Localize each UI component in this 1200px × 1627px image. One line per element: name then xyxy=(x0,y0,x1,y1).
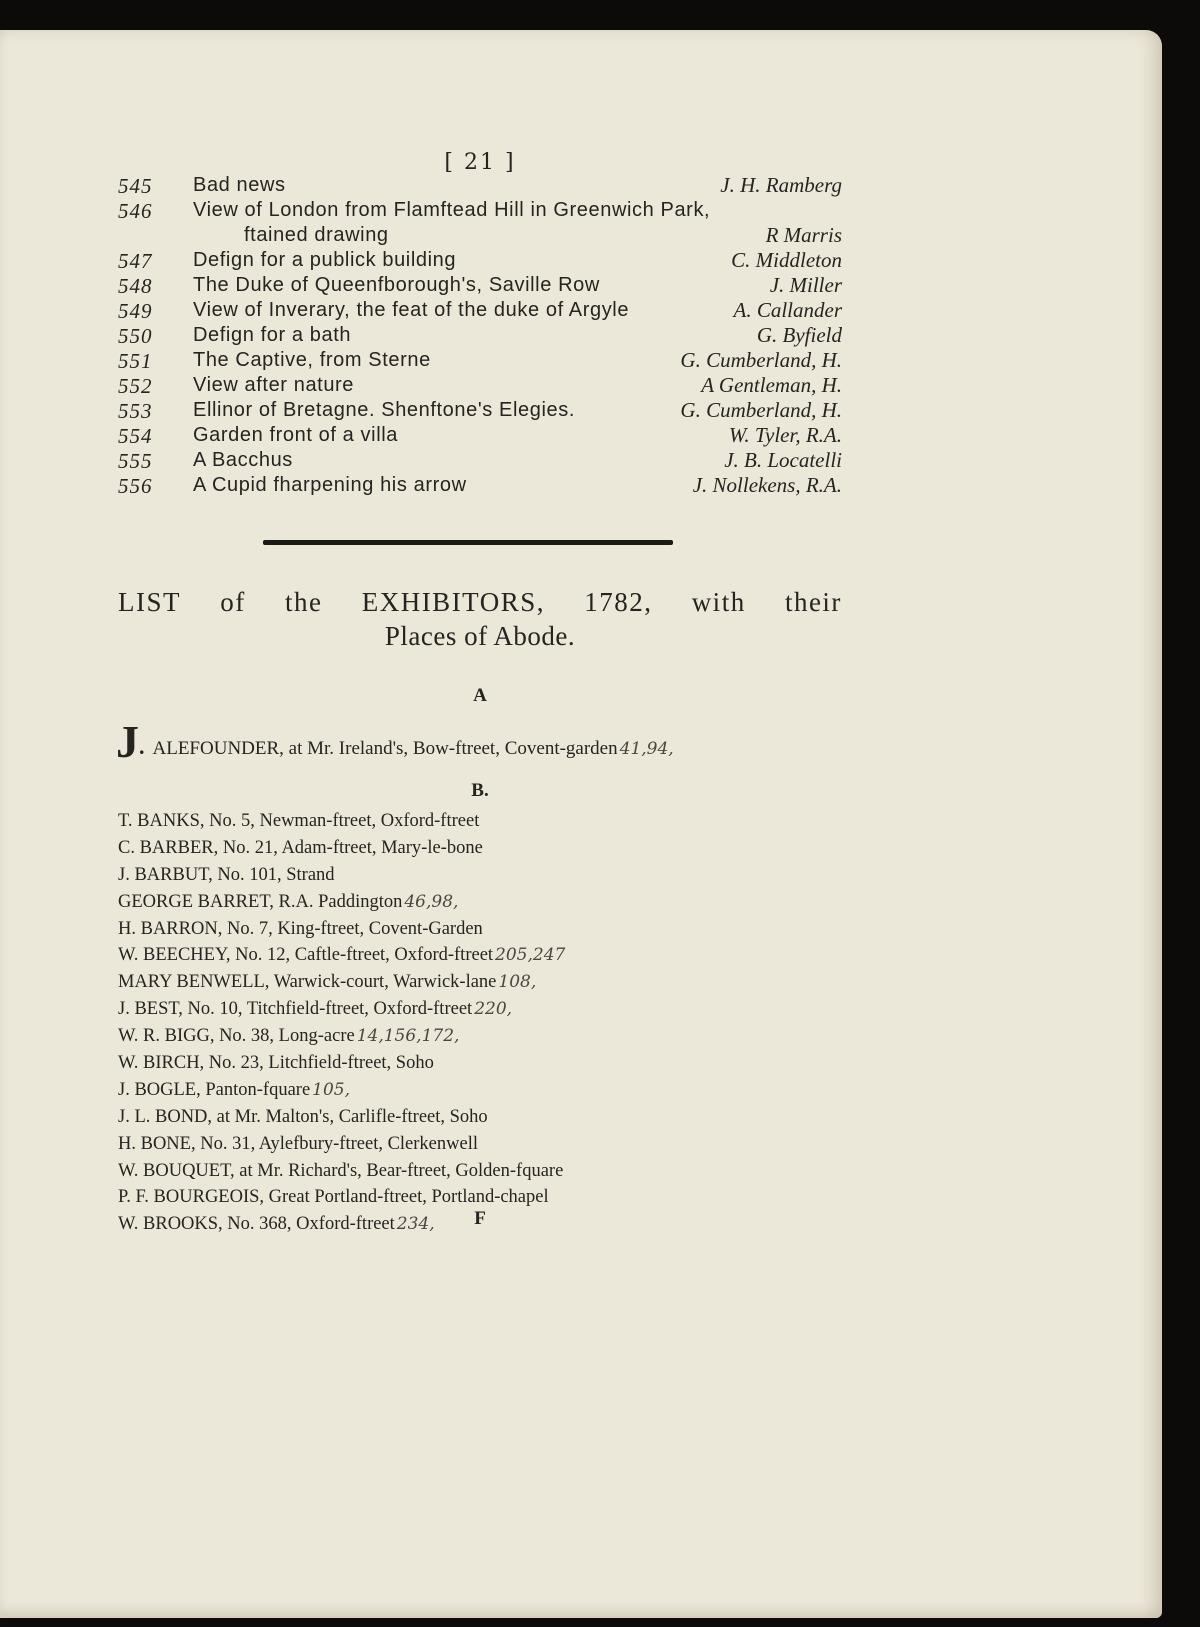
artist-name: G. Byfield xyxy=(756,323,842,347)
handwritten-annotation: 105, xyxy=(312,1079,351,1100)
heading-word: their xyxy=(784,587,842,617)
artwork-title: Defign for a bath xyxy=(193,324,352,346)
exhibitor-entry xyxy=(118,862,818,889)
handwritten-annotation: 108, xyxy=(498,972,537,993)
catalogue-number: 550 xyxy=(118,324,153,348)
exhibitor-entry xyxy=(118,1131,818,1158)
exhibitor-text: GEORGE BARRET, R.A. Paddington xyxy=(118,891,403,912)
artwork-title: ftained drawing xyxy=(244,224,389,246)
exhibitor-text: W. BIRCH, No. 23, Litchfield-ftreet, Soho xyxy=(118,1053,434,1074)
artwork-title: The Captive, from Sterne xyxy=(193,349,431,371)
artist-name: J. B. Locatelli xyxy=(724,448,842,472)
exhibitor-text: P. F. BOURGEOIS, Great Portland-ftreet, Portland-chapel xyxy=(118,1187,549,1208)
exhibitor-entry xyxy=(118,808,818,835)
catalogue-number: 551 xyxy=(118,349,153,373)
exhibitor-entry xyxy=(118,969,818,996)
exhibitor-text: J. BOGLE, Panton-fquare xyxy=(118,1079,311,1100)
catalogue-entry xyxy=(118,348,842,373)
section-divider-rule xyxy=(263,540,673,545)
exhibitor-text: H. BONE, No. 31, Aylefbury-ftreet, Clerkenwell xyxy=(118,1133,478,1154)
artist-name: G. Cumberland, H. xyxy=(680,398,842,422)
catalogue-entry xyxy=(118,298,842,323)
section-letter-a: A xyxy=(473,685,487,706)
artist-name: J. Nollekens, R.A. xyxy=(692,473,842,497)
artwork-title: View of London from Flamftead Hill in Greenwich Park, xyxy=(193,199,711,221)
catalogue-entry xyxy=(118,423,842,448)
artist-name: J. H. Ramberg xyxy=(720,173,842,197)
exhibitor-text: MARY BENWELL, Warwick-court, Warwick-lane xyxy=(118,972,497,993)
exhibitor-text: J. BARBUT, No. 101, Strand xyxy=(118,864,335,885)
exhibitor-entry xyxy=(118,916,818,943)
handwritten-annotation: 220, xyxy=(474,999,513,1020)
artist-name: R Marris xyxy=(765,223,842,247)
exhibitor-entry xyxy=(118,1104,818,1131)
exhibitor-entry xyxy=(118,1050,818,1077)
exhibitor-entry xyxy=(118,1023,818,1050)
catalogue-number: 546 xyxy=(118,199,153,223)
handwritten-annotation: 234, xyxy=(396,1214,435,1235)
exhibitor-list-b xyxy=(118,808,818,1238)
artist-name: J. Miller xyxy=(769,273,842,297)
exhibitor-text: ALEFOUNDER, at Mr. Ireland's, Bow-ftreet, Covent-garden xyxy=(152,738,618,759)
catalogue-number: 548 xyxy=(118,274,153,298)
catalogue-number: 554 xyxy=(118,424,153,448)
catalogue-entry xyxy=(118,448,842,473)
exhibitor-text: W. BROOKS, No. 368, Oxford-ftreet xyxy=(118,1214,395,1235)
exhibitor-entry xyxy=(118,942,818,969)
exhibitor-text: W. R. BIGG, No. 38, Long-acre xyxy=(118,1026,355,1047)
catalogue-number: 555 xyxy=(118,449,153,473)
exhibitor-entry-alefounder xyxy=(116,715,674,768)
page-header: [ 21 ] xyxy=(444,150,516,175)
heading-word: EXHIBITORS, xyxy=(361,587,545,617)
initial-dot: . xyxy=(139,734,145,759)
catalogue-entry xyxy=(118,373,842,398)
catalogue-entry xyxy=(118,223,842,248)
decorated-initial: J xyxy=(116,716,139,767)
artwork-title: A Cupid fharpening his arrow xyxy=(193,474,467,496)
exhibitor-entry xyxy=(118,996,818,1023)
heading-word: LIST xyxy=(118,587,181,617)
artwork-title: Ellinor of Bretagne. Shenftone's Elegies. xyxy=(193,399,575,421)
catalogue-entry xyxy=(118,398,842,423)
artist-name: G. Cumberland, H. xyxy=(680,348,842,372)
handwritten-annotation: 14,156,172, xyxy=(356,1026,460,1047)
heading-word: 1782, xyxy=(584,587,653,617)
artwork-title: Defign for a publick building xyxy=(193,249,457,271)
exhibitor-entry xyxy=(118,1158,818,1185)
heading-word: with xyxy=(691,587,746,617)
catalogue-entry xyxy=(118,173,842,198)
catalogue-entry xyxy=(118,198,842,223)
artwork-title: View of Inverary, the feat of the duke of Argyle xyxy=(193,299,630,321)
catalogue-entry xyxy=(118,273,842,298)
artwork-title: The Duke of Queenfborough's, Saville Row xyxy=(193,274,600,296)
section-letter-b: B. xyxy=(471,780,489,801)
catalogue-number: 553 xyxy=(118,399,153,423)
handwritten-annotation: 46,98, xyxy=(404,891,459,912)
exhibitor-entry xyxy=(118,835,818,862)
artwork-title: Garden front of a villa xyxy=(193,424,399,446)
book-page xyxy=(0,30,1162,1618)
heading-word: the xyxy=(284,587,323,617)
catalogue-number: 545 xyxy=(118,174,153,198)
handwritten-annotation: 205,247 xyxy=(495,945,566,966)
exhibitor-text: C. BARBER, No. 21, Adam-ftreet, Mary-le-bone xyxy=(118,837,483,858)
catalogue-entry xyxy=(118,473,842,498)
artist-name: C. Middleton xyxy=(731,248,842,272)
exhibitor-text: W. BEECHEY, No. 12, Caftle-ftreet, Oxford-ftreet xyxy=(118,945,494,966)
handwritten-annotation: 41,94, xyxy=(619,739,674,759)
heading-word: of xyxy=(220,587,246,617)
exhibitor-text: J. BEST, No. 10, Titchfield-ftreet, Oxford-ftreet xyxy=(118,999,473,1020)
catalogue-entry xyxy=(118,248,842,273)
catalogue-number: 549 xyxy=(118,299,153,323)
catalogue-number: 552 xyxy=(118,374,153,398)
list-heading-line-1 xyxy=(118,585,842,619)
catalogue-entry xyxy=(118,323,842,348)
artist-name: A. Callander xyxy=(733,298,842,322)
artist-name: A Gentleman, H. xyxy=(701,373,842,397)
exhibitor-text: H. BARRON, No. 7, King-ftreet, Covent-Garden xyxy=(118,918,483,939)
catalogue-number: 556 xyxy=(118,474,153,498)
exhibitor-entry xyxy=(118,889,818,916)
list-heading xyxy=(118,585,842,653)
signature-mark: F xyxy=(474,1208,486,1229)
list-heading-line-2: Places of Abode. xyxy=(384,621,576,651)
artist-name: W. Tyler, R.A. xyxy=(728,423,842,447)
catalogue-list xyxy=(118,173,842,498)
catalogue-number: 547 xyxy=(118,249,153,273)
exhibitor-text: J. L. BOND, at Mr. Malton's, Carlifle-ftreet, Soho xyxy=(118,1106,488,1127)
artwork-title: A Bacchus xyxy=(193,449,293,471)
artwork-title: Bad news xyxy=(193,174,286,196)
exhibitor-text: W. BOUQUET, at Mr. Richard's, Bear-ftreet, Golden-fquare xyxy=(118,1160,564,1181)
exhibitor-text: T. BANKS, No. 5, Newman-ftreet, Oxford-ftreet xyxy=(118,811,480,831)
artwork-title: View after nature xyxy=(193,374,355,396)
exhibitor-entry xyxy=(118,1077,818,1104)
